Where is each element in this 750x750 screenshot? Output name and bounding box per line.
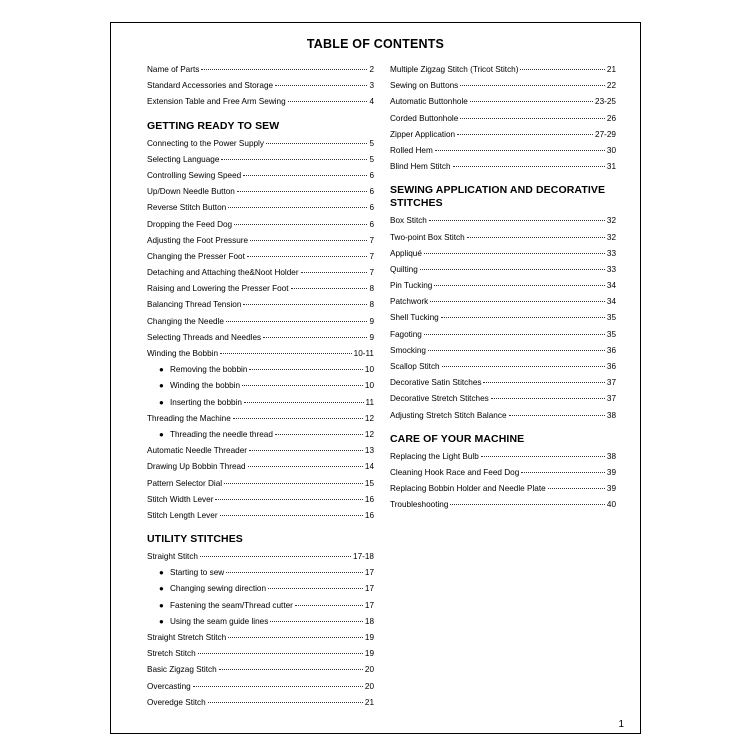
toc-entry-page: 6 — [369, 187, 374, 197]
toc-care-list — [390, 449, 616, 514]
toc-sewing-application-list — [390, 213, 616, 423]
dot-leader — [491, 398, 605, 399]
toc-entry-title: Extension Table and Free Arm Sewing — [147, 97, 286, 107]
toc-left-column — [147, 62, 374, 711]
toc-entry — [147, 646, 374, 662]
toc-entry — [147, 136, 374, 152]
toc-entry — [390, 262, 616, 278]
dot-leader — [470, 101, 593, 102]
toc-entry-title: Changing the Needle — [147, 316, 224, 326]
toc-entry-page: 8 — [369, 300, 374, 310]
toc-entry — [147, 233, 374, 249]
dot-leader — [244, 402, 364, 403]
toc-entry-page: 27-29 — [595, 129, 616, 139]
toc-entry-page: 20 — [364, 665, 374, 675]
toc-entry-page: 17 — [364, 568, 374, 578]
dot-leader — [249, 369, 363, 370]
toc-entry — [147, 281, 374, 297]
dot-leader — [295, 605, 363, 606]
dot-leader — [250, 240, 367, 241]
toc-entry — [390, 278, 616, 294]
toc-entry-page: 5 — [369, 154, 374, 164]
toc-entry — [147, 184, 374, 200]
dot-leader — [424, 334, 605, 335]
toc-entry-title: Troubleshooting — [390, 500, 449, 510]
toc-intro-list — [147, 62, 374, 111]
toc-entry-title: Dropping the Feed Dog — [147, 219, 233, 229]
dot-leader — [420, 269, 605, 270]
toc-entry-title: Fagoting — [390, 329, 422, 339]
toc-entry-title: Winding the bobbin — [170, 381, 241, 391]
dot-leader — [243, 175, 367, 176]
toc-entry-title: Changing sewing direction — [170, 584, 267, 594]
dot-leader — [266, 143, 367, 144]
toc-entry — [147, 78, 374, 94]
bullet-icon: ● — [159, 381, 164, 391]
toc-entry-page: 12 — [364, 429, 374, 439]
toc-entry — [147, 314, 374, 330]
toc-entry-page: 19 — [364, 633, 374, 642]
bullet-icon: ● — [159, 365, 164, 375]
toc-entry-title: Basic Zigzag Stitch — [147, 665, 217, 675]
dot-leader — [467, 237, 605, 238]
dot-leader — [441, 317, 605, 318]
dot-leader — [228, 207, 367, 208]
toc-entry-title: Changing the Presser Foot — [147, 251, 245, 261]
toc-entry-page: 31 — [606, 162, 616, 172]
toc-entry — [390, 230, 616, 246]
toc-entry-page: 17-18 — [353, 552, 374, 562]
toc-entry — [147, 508, 374, 524]
toc-entry-page: 33 — [606, 264, 616, 274]
toc-entry-title: Adjusting Stretch Stitch Balance — [390, 410, 507, 420]
toc-entry-page: 7 — [369, 251, 374, 261]
dot-leader — [521, 472, 605, 473]
toc-entry — [390, 497, 616, 513]
dot-leader — [215, 499, 362, 500]
toc-entry — [390, 481, 616, 497]
toc-entry-page: 39 — [606, 484, 616, 494]
toc-entry — [147, 581, 374, 597]
toc-entry-title: Stitch Width Lever — [147, 494, 214, 504]
section-heading-utility-stitches: UTILITY STITCHES — [147, 533, 243, 546]
toc-entry — [147, 200, 374, 216]
dot-leader — [247, 256, 368, 257]
toc-entry — [147, 614, 374, 630]
toc-entry-page: 3 — [369, 81, 374, 91]
toc-entry-title: Zipper Application — [390, 129, 456, 139]
toc-entry-page: 34 — [606, 281, 616, 291]
bullet-icon: ● — [159, 600, 164, 610]
toc-entry — [390, 159, 616, 175]
toc-entry-title: Winding the Bobbin — [147, 349, 219, 358]
toc-entry-title: Corded Buttonhole — [390, 113, 459, 123]
toc-entry-title: Automatic Buttonhole — [390, 97, 468, 107]
toc-entry — [147, 411, 374, 427]
toc-entry-page: 26 — [606, 113, 616, 123]
toc-entry — [147, 217, 374, 233]
toc-entry-page: 6 — [369, 203, 374, 213]
toc-entry-page: 33 — [606, 248, 616, 258]
toc-entry-page: 32 — [606, 232, 616, 242]
toc-entry-page: 10 — [364, 365, 374, 375]
dot-leader — [460, 118, 605, 119]
toc-entry-page: 14 — [364, 462, 374, 472]
toc-entry — [147, 476, 374, 492]
toc-entry-title: Selecting Threads and Needles — [147, 332, 262, 342]
dot-leader — [220, 515, 363, 516]
manual-page — [110, 22, 641, 734]
dot-leader — [450, 504, 604, 505]
toc-entry — [147, 152, 374, 168]
bullet-icon: ● — [159, 397, 164, 407]
dot-leader — [208, 702, 363, 703]
dot-leader — [520, 69, 604, 70]
dot-leader — [234, 224, 367, 225]
toc-entry — [390, 408, 616, 424]
dot-leader — [460, 85, 605, 86]
toc-entry-page: 15 — [364, 478, 374, 488]
bullet-icon: ● — [159, 429, 164, 439]
toc-entry-title: Two-point Box Stitch — [390, 232, 465, 242]
toc-entry-page: 32 — [606, 216, 616, 226]
toc-entry-title: Replacing Bobbin Holder and Needle Plate — [390, 484, 546, 494]
dot-leader — [219, 669, 363, 670]
toc-entry-page: 37 — [606, 394, 616, 404]
toc-entry-title: Overedge Stitch — [147, 697, 206, 707]
toc-utility-stitches-list — [147, 549, 374, 711]
toc-entry-title: Using the seam guide lines — [170, 616, 269, 626]
toc-entry-page: 35 — [606, 329, 616, 339]
dot-leader — [435, 150, 605, 151]
toc-entry-page: 5 — [369, 138, 374, 148]
toc-entry — [147, 362, 374, 378]
dot-leader — [301, 272, 368, 273]
toc-entry — [147, 492, 374, 508]
dot-leader — [263, 337, 367, 338]
toc-entry-page: 17 — [364, 584, 374, 594]
toc-entry-page: 38 — [606, 410, 616, 420]
toc-entry — [390, 449, 616, 465]
toc-entry — [390, 143, 616, 159]
dot-leader — [248, 466, 363, 467]
toc-entry-title: Adjusting the Foot Pressure — [147, 235, 249, 245]
toc-entry-title: Stretch Stitch — [147, 649, 196, 659]
toc-entry-title: Pin Tucking — [390, 281, 433, 291]
toc-entry-title: Multiple Zigzag Stitch (Tricot Stitch) — [390, 65, 519, 74]
dot-leader — [228, 637, 363, 638]
dot-leader — [224, 483, 363, 484]
dot-leader — [442, 366, 605, 367]
toc-entry — [390, 327, 616, 343]
toc-entry — [147, 549, 374, 565]
toc-entry-title: Starting to sew — [170, 568, 225, 578]
toc-entry — [147, 598, 374, 614]
toc-entry-page: 11 — [365, 397, 374, 407]
toc-entry-title: Connecting to the Power Supply — [147, 138, 264, 148]
toc-entry-title: Balancing Thread Tension — [147, 300, 242, 310]
dot-leader — [242, 385, 363, 386]
dot-leader — [198, 653, 363, 654]
toc-entry-title: Scallop Stitch — [390, 362, 440, 371]
toc-entry-title: Rolled Hem — [390, 145, 433, 155]
toc-entry — [390, 310, 616, 326]
toc-entry-page: 2 — [369, 65, 374, 74]
toc-entry-title: Shell Tucking — [390, 313, 439, 323]
toc-entry — [390, 343, 616, 359]
toc-entry-title: Fastening the seam/Thread cutter — [170, 600, 293, 610]
toc-entry — [147, 297, 374, 313]
toc-entry-page: 30 — [606, 145, 616, 155]
toc-entry-title: Reverse Stitch Button — [147, 203, 227, 213]
toc-entry — [390, 294, 616, 310]
toc-entry-title: Patchwork — [390, 297, 429, 307]
toc-entry — [390, 246, 616, 262]
toc-entry-title: Pattern Selector Dial — [147, 478, 223, 488]
dot-leader — [270, 621, 363, 622]
toc-entry — [147, 679, 374, 695]
dot-leader — [288, 101, 368, 102]
toc-entry — [147, 695, 374, 711]
toc-entry-page: 18 — [364, 616, 374, 626]
toc-entry-title: Controlling Sewing Speed — [147, 170, 242, 180]
toc-entry-title: Drawing Up Bobbin Thread — [147, 462, 246, 472]
toc-entry-page: 9 — [369, 332, 374, 342]
toc-entry-title: Blind Hem Stitch — [390, 162, 451, 172]
toc-entry-page: 7 — [369, 268, 374, 278]
toc-entry-page: 10-11 — [353, 349, 374, 358]
page-title: TABLE OF CONTENTS — [306, 37, 445, 51]
toc-entry-title: Replacing the Light Bulb — [390, 451, 479, 461]
dot-leader — [434, 285, 605, 286]
section-heading-care: CARE OF YOUR MACHINE — [390, 432, 525, 445]
toc-entry-title: Selecting Language — [147, 154, 220, 164]
toc-entry — [390, 213, 616, 229]
toc-entry — [147, 265, 374, 281]
toc-entry-title: Name of Parts — [147, 65, 200, 74]
toc-getting-ready-list — [147, 136, 374, 525]
dot-leader — [430, 301, 605, 302]
dot-leader — [548, 488, 605, 489]
bullet-icon: ● — [159, 584, 164, 594]
dot-leader — [193, 686, 363, 687]
toc-entry-title: Inserting the bobbin — [170, 397, 242, 407]
toc-entry-title: Sewing on Buttons — [390, 81, 459, 91]
toc-entry-page: 16 — [364, 510, 374, 520]
toc-entry-title: Stitch Length Lever — [147, 510, 218, 520]
toc-entry-title: Quilting — [390, 264, 418, 274]
toc-entry-page: 6 — [369, 170, 374, 180]
toc-entry-title: Threading the Machine — [147, 413, 231, 423]
toc-entry-title: Up/Down Needle Button — [147, 187, 235, 197]
dot-leader — [509, 415, 605, 416]
toc-entry-title: Automatic Needle Threader — [147, 446, 247, 456]
toc-entry-page: 16 — [364, 494, 374, 504]
toc-entry-title: Raising and Lowering the Presser Foot — [147, 284, 289, 294]
dot-leader — [226, 572, 363, 573]
dot-leader — [483, 382, 604, 383]
toc-entry — [390, 375, 616, 391]
dot-leader — [249, 450, 363, 451]
toc-entry-title: Appliqué — [390, 248, 422, 258]
toc-entry-title: Straight Stretch Stitch — [147, 633, 227, 642]
toc-entry — [147, 395, 374, 411]
toc-entry — [390, 465, 616, 481]
dot-leader — [268, 588, 363, 589]
dot-leader — [233, 418, 363, 419]
toc-entry — [147, 443, 374, 459]
toc-entry-page: 22 — [606, 81, 616, 91]
toc-entry — [147, 565, 374, 581]
toc-entry-page: 10 — [364, 381, 374, 391]
toc-entry-title: Removing the bobbin — [170, 365, 248, 375]
toc-entry-title: Decorative Stretch Stitches — [390, 394, 489, 404]
dot-leader — [201, 69, 367, 70]
dot-leader — [424, 253, 605, 254]
dot-leader — [457, 134, 593, 135]
toc-entry-page: 34 — [606, 297, 616, 307]
dot-leader — [237, 191, 368, 192]
toc-entry-page: 40 — [606, 500, 616, 510]
dot-leader — [481, 456, 605, 457]
toc-entry — [390, 94, 616, 110]
toc-entry-title: Decorative Satin Stitches — [390, 378, 482, 388]
toc-entry-page: 17 — [364, 600, 374, 610]
toc-entry — [147, 662, 374, 678]
toc-entry-page: 8 — [369, 284, 374, 294]
toc-entry — [147, 249, 374, 265]
dot-leader — [291, 288, 368, 289]
dot-leader — [275, 434, 363, 435]
toc-entry-page: 21 — [606, 65, 616, 74]
toc-entry-page: 36 — [606, 345, 616, 355]
toc-entry-page: 6 — [369, 219, 374, 229]
toc-entry-title: Cleaning Hook Race and Feed Dog — [390, 467, 520, 477]
toc-entry — [390, 391, 616, 407]
toc-entry-page: 37 — [606, 378, 616, 388]
toc-entry-page: 21 — [364, 697, 374, 707]
toc-entry — [147, 168, 374, 184]
bullet-icon: ● — [159, 568, 164, 578]
toc-entry-page: 13 — [364, 446, 374, 456]
toc-right-column — [390, 62, 616, 514]
toc-entry-title: Threading the needle thread — [170, 429, 273, 439]
toc-entry — [147, 459, 374, 475]
toc-entry-page: 9 — [369, 316, 374, 326]
toc-entry-page: 20 — [364, 681, 374, 691]
section-heading-sewing-application: SEWING APPLICATION AND DECORATIVE STITCHES — [390, 184, 606, 210]
toc-entry-title: Smocking — [390, 345, 426, 355]
toc-entry-title: Standard Accessories and Storage — [147, 81, 274, 91]
dot-leader — [453, 166, 605, 167]
toc-entry-page: 23-25 — [595, 97, 616, 107]
bullet-icon: ● — [159, 616, 164, 626]
toc-entry-page: 19 — [364, 649, 374, 659]
toc-entry-title: Straight Stitch — [147, 552, 198, 562]
toc-entry-page: 35 — [606, 313, 616, 323]
toc-entry — [147, 346, 374, 362]
toc-entry-page: 7 — [369, 235, 374, 245]
toc-entry — [147, 378, 374, 394]
toc-entry — [147, 94, 374, 110]
toc-entry-page: 12 — [364, 413, 374, 423]
toc-entry — [147, 330, 374, 346]
toc-entry — [147, 427, 374, 443]
dot-leader — [428, 350, 605, 351]
toc-entry — [390, 359, 616, 375]
section-heading-getting-ready: GETTING READY TO SEW — [147, 119, 280, 132]
dot-leader — [243, 304, 367, 305]
dot-leader — [429, 220, 605, 221]
toc-entry-title: Detaching and Attaching the&Noot Holder — [147, 268, 299, 278]
toc-entry — [390, 127, 616, 143]
toc-entry-page: 39 — [606, 467, 616, 477]
toc-entry-title: Box Stitch — [390, 216, 427, 226]
dot-leader — [220, 353, 352, 354]
toc-entry — [390, 78, 616, 94]
toc-entry — [147, 62, 374, 78]
page-number: 1 — [618, 719, 624, 730]
dot-leader — [221, 159, 367, 160]
toc-entry — [390, 111, 616, 127]
dot-leader — [275, 85, 367, 86]
dot-leader — [200, 556, 351, 557]
toc-intro-list-right — [390, 62, 616, 175]
dot-leader — [226, 321, 368, 322]
toc-entry — [390, 62, 616, 78]
toc-entry — [147, 630, 374, 646]
toc-entry-page: 36 — [606, 362, 616, 371]
toc-entry-title: Overcasting — [147, 681, 191, 691]
toc-entry-page: 38 — [606, 451, 616, 461]
toc-entry-page: 4 — [369, 97, 374, 107]
